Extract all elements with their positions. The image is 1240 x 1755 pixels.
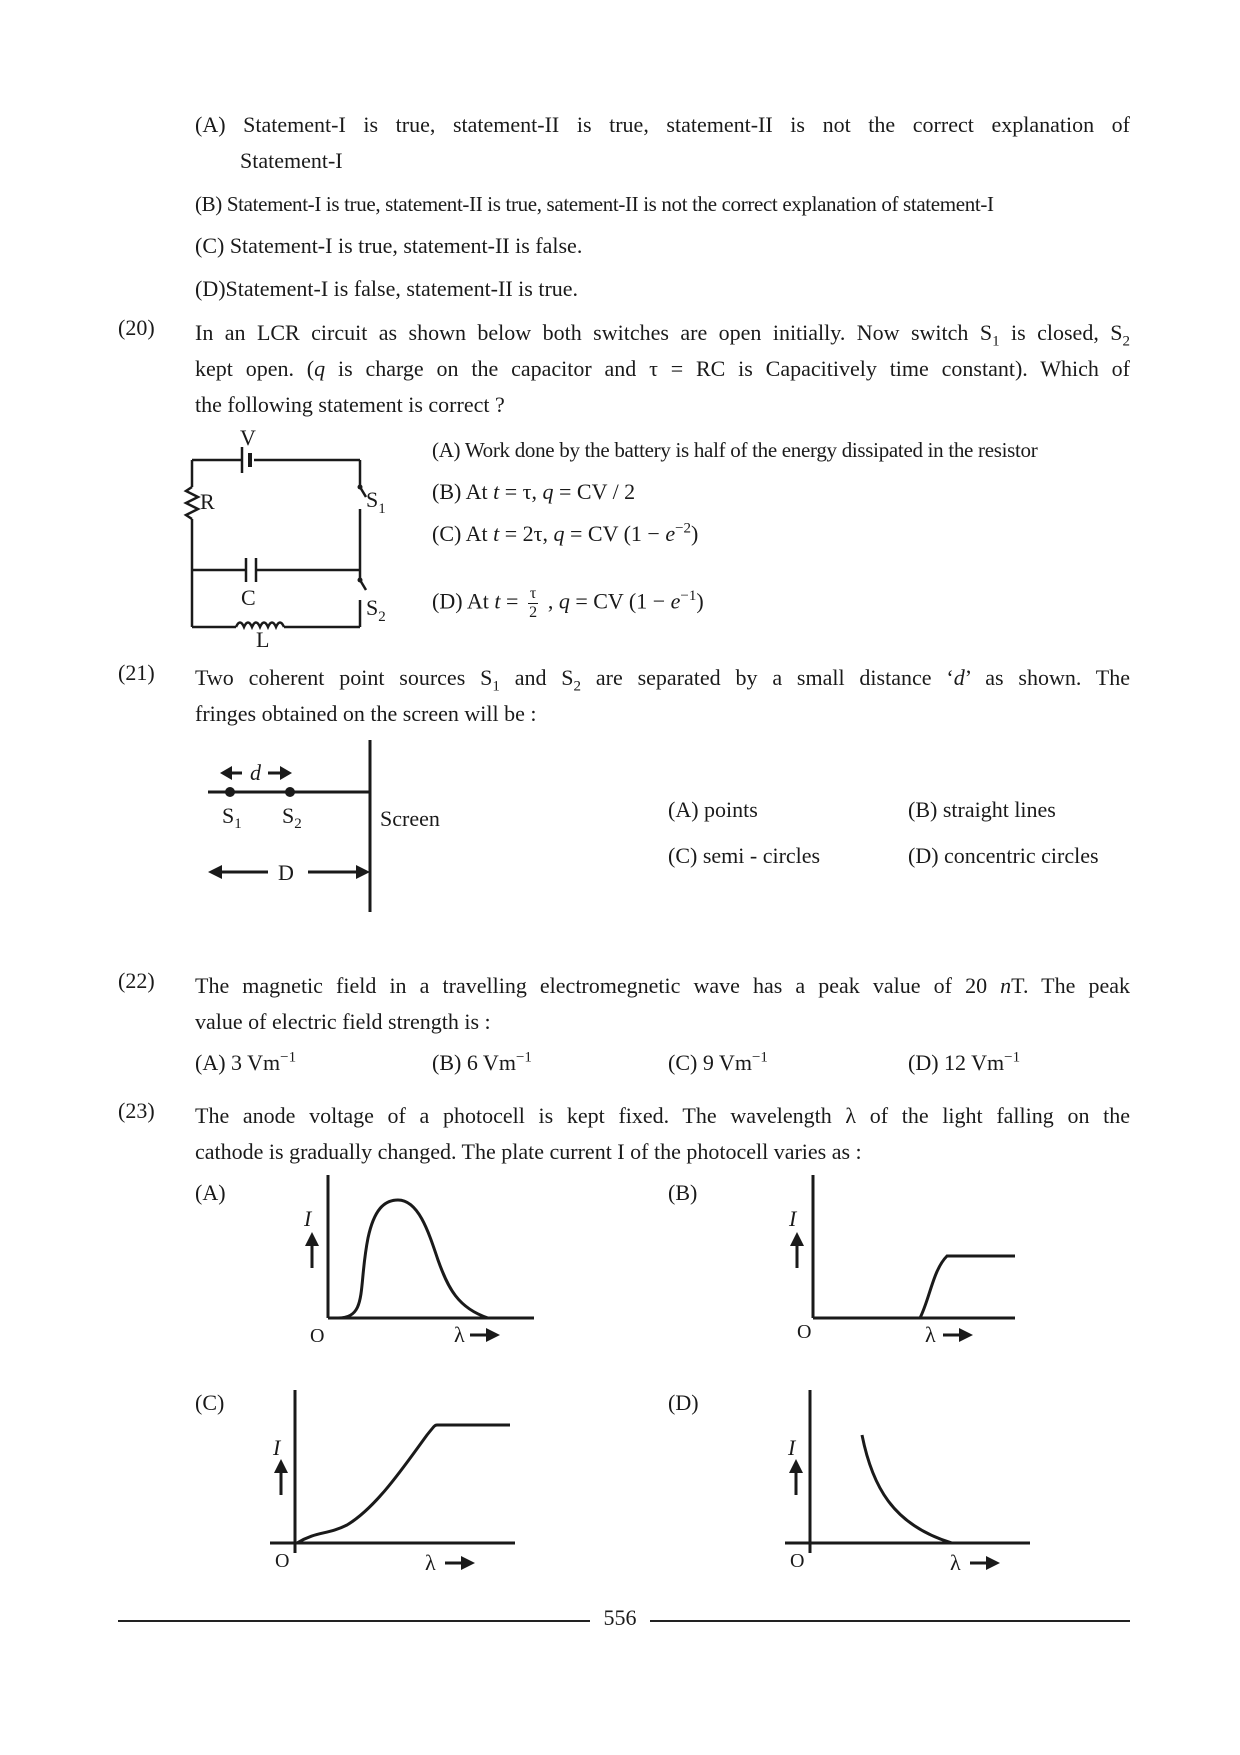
q22-text-line1: The magnetic field in a travelling electromegnetic wave has a peak value of 20 nT. The peak: [195, 973, 1131, 998]
up-arrow-icon: [274, 1459, 288, 1473]
q19-option-b: (B) Statement-I is true, statement-II is true, satement-II is not the correct explanation of statement-I: [195, 192, 994, 216]
page-number: 556: [603, 1605, 637, 1630]
q20-text-line2: kept open. (q is charge on the capacitor and τ = RC is Capacitively time constant). Which of: [195, 356, 1131, 381]
up-arrow-icon: [790, 1232, 804, 1246]
resistor-label: R: [200, 489, 215, 514]
question-number: (21): [118, 660, 155, 685]
current-curve: [920, 1256, 1015, 1318]
lcr-circuit-diagram: [180, 425, 410, 650]
current-curve: [338, 1200, 488, 1318]
graph-d: [770, 1385, 1040, 1580]
axis-i-label: I: [788, 1435, 796, 1460]
q19-option-a-line1: (A) Statement-I is true, statement-II is true, statement-II is not the correct explanation of: [195, 112, 1130, 137]
current-curve: [862, 1435, 952, 1543]
axis-lambda-label: λ: [454, 1322, 465, 1347]
left-arrow-icon: [208, 865, 222, 879]
q21-option-b: (B) straight lines: [908, 797, 1056, 822]
q21-option-d: (D) concentric circles: [908, 843, 1099, 868]
distance-d-label: D: [278, 860, 294, 885]
right-arrow-icon: [280, 766, 292, 780]
footer-rule-right: [650, 1620, 1130, 1622]
separation-d-label: d: [250, 760, 261, 785]
fraction-tau-over-2: $\frac{\tau}{2}$: [529, 585, 538, 621]
graph-c: [255, 1385, 525, 1580]
question-number: (22): [118, 968, 155, 993]
origin-label: O: [790, 1550, 805, 1572]
origin-label: O: [310, 1325, 325, 1347]
current-curve: [297, 1425, 510, 1543]
axis-lambda-label: λ: [425, 1550, 436, 1575]
footer-rule-left: [118, 1620, 590, 1622]
question-number: (23): [118, 1098, 155, 1123]
right-arrow-icon: [986, 1556, 1000, 1570]
graph-b-label: (B): [668, 1180, 698, 1205]
s1-label: $S_1$: [222, 803, 242, 832]
graph-a-label: (A): [195, 1180, 226, 1205]
graph-a: [290, 1170, 550, 1350]
origin-label: O: [275, 1550, 290, 1572]
q21-option-a: (A) points: [668, 797, 758, 822]
source-s1-dot: [225, 787, 235, 797]
q22-option-b: (B) 6 $Vm^{-1}$: [432, 1049, 532, 1075]
left-arrow-icon: [220, 766, 232, 780]
switch-s2-label: $S_2$: [366, 595, 386, 625]
q20-option-d: (D) At t = $\frac{\tau}{2}$ , q = CV $(1 - e^{-1})$: [432, 585, 704, 621]
q20-text-line3: the following statement is correct ?: [195, 392, 505, 417]
s2-label: $S_2$: [282, 803, 302, 832]
screen-label: Screen: [380, 806, 440, 831]
q21-text-line2: fringes obtained on the screen will be :: [195, 701, 537, 726]
q20-option-b: (B) At t = τ, q = CV / 2: [432, 479, 636, 504]
axis-lambda-label: λ: [950, 1550, 961, 1575]
s1-contact-dot: [358, 485, 363, 490]
q19-option-d: (D)Statement-I is false, statement-II is true.: [195, 276, 579, 301]
axis-i-label: I: [273, 1435, 281, 1460]
capacitor-label: C: [241, 585, 256, 610]
q20-option-c: (C) At t = 2τ, q = CV $(1 - e^{-2})$: [432, 520, 699, 546]
q20-text-line1: In an LCR circuit as shown below both switches are open initially. Now switch $S_1$ is closed, $S_2$: [195, 320, 1130, 350]
switch-s1-label: $S_1$: [366, 487, 386, 517]
axis-lambda-label: λ: [925, 1322, 936, 1347]
axis-i-label: I: [304, 1206, 312, 1231]
q22-option-d: (D) 12 $Vm^{-1}$: [908, 1049, 1021, 1075]
inductor-label: L: [256, 627, 270, 652]
q21-text-line1: Two coherent point sources $S_1$ and $S_2$ are separated by a small distance ‘d’ as shown. The: [195, 665, 1130, 695]
q19-option-a-line2: Statement-I: [240, 148, 343, 173]
axis-i-label: I: [789, 1206, 797, 1231]
question-number: (20): [118, 315, 155, 340]
right-arrow-icon: [486, 1328, 500, 1342]
double-source-diagram: [200, 740, 460, 915]
right-arrow-icon: [959, 1328, 973, 1342]
q22-option-c: (C) 9 $Vm^{-1}$: [668, 1049, 768, 1075]
up-arrow-icon: [789, 1459, 803, 1473]
q21-option-c: (C) semi - circles: [668, 843, 821, 868]
right-arrow-icon: [356, 865, 370, 879]
graph-c-label: (C): [195, 1390, 225, 1415]
q23-text-line2: cathode is gradually changed. The plate current I of the photocell varies as :: [195, 1139, 862, 1164]
source-s2-dot: [285, 787, 295, 797]
q22-option-a: (A) 3 $Vm^{-1}$: [195, 1049, 297, 1075]
s2-contact-dot: [358, 578, 363, 583]
q22-text-line2: value of electric field strength is :: [195, 1009, 491, 1034]
origin-label: O: [797, 1321, 812, 1343]
up-arrow-icon: [305, 1232, 319, 1246]
right-arrow-icon: [461, 1556, 475, 1570]
q19-option-c: (C) Statement-I is true, statement-II is false.: [195, 233, 583, 258]
battery-label: V: [240, 425, 256, 450]
q20-option-a: (A) Work done by the battery is half of the energy dissipated in the resistor: [432, 438, 1038, 462]
q23-text-line1: The anode voltage of a photocell is kept fixed. The wavelength λ of the light falling on the: [195, 1103, 1130, 1128]
graph-d-label: (D): [668, 1390, 699, 1415]
graph-b: [775, 1170, 1035, 1350]
